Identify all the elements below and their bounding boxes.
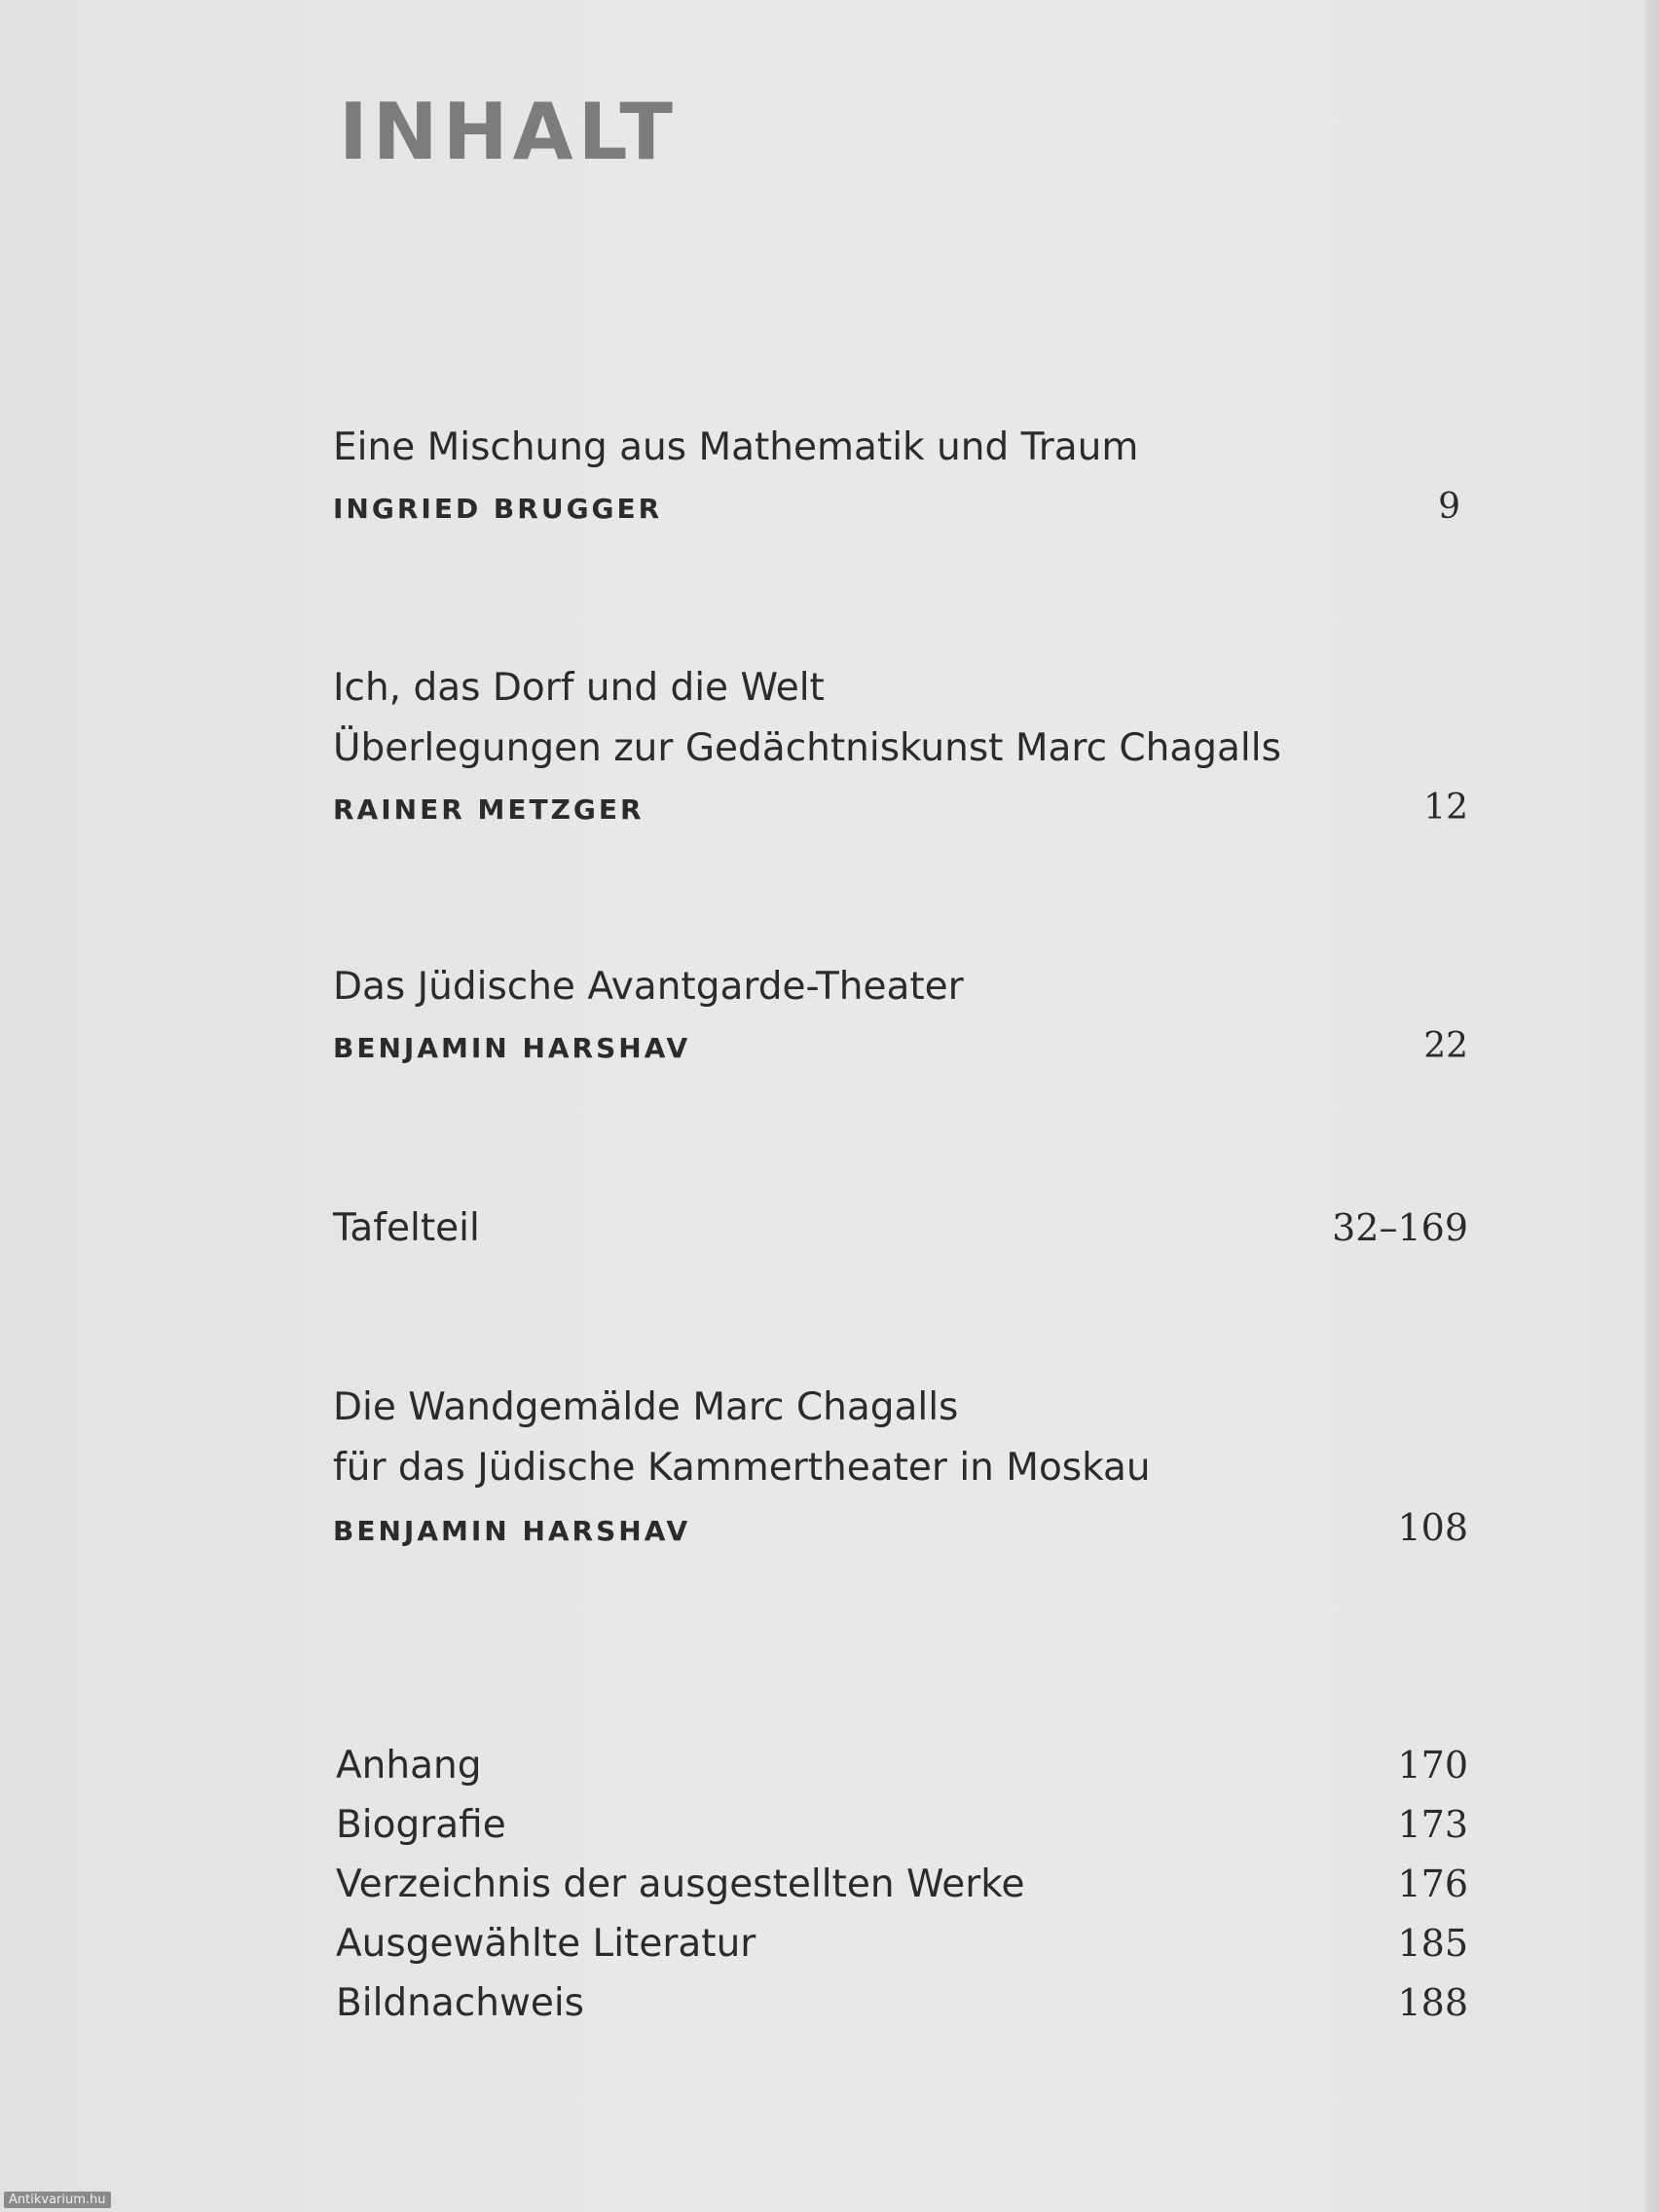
appendix-item-label: Bildnachweis (336, 1981, 585, 2025)
toc-entry-5 (333, 1378, 1468, 1557)
entry-title-line-1: Die Wandgemälde Marc Chagalls (333, 1385, 959, 1429)
entry-author-row (333, 779, 1468, 837)
appendix-item (336, 1795, 1468, 1855)
appendix-item-page: 185 (1397, 1922, 1468, 1965)
appendix-list (336, 1736, 1468, 2033)
toc-entry-3 (333, 957, 1468, 1076)
appendix-item (336, 1736, 1468, 1795)
entry-title-line-1: Ich, das Dorf und die Welt (333, 666, 825, 710)
appendix-item-label: Anhang (336, 1744, 482, 1788)
entry-title-line-2: Überlegungen zur Gedächtniskunst Marc Chagalls (333, 726, 1281, 770)
entry-page-number: 12 (1423, 788, 1468, 828)
entry-title: Das Jüdische Avantgarde-Theater (333, 965, 964, 1009)
entry-author-row (333, 478, 1468, 536)
entry-author: RAINER METZGER (333, 793, 645, 826)
toc-entry-1 (333, 418, 1468, 536)
entry-author: BENJAMIN HARSHAV (333, 1515, 691, 1547)
appendix-item (336, 1855, 1468, 1914)
page-title: INHALT (339, 87, 678, 177)
entry-author: INGRIED BRUGGER (333, 493, 663, 525)
entry-row (333, 1198, 1468, 1259)
toc-entry-2 (333, 658, 1468, 837)
appendix-item-page: 176 (1397, 1862, 1468, 1905)
appendix-item-label: Biografie (336, 1803, 506, 1847)
watermark: Antikvarium.hu (4, 2192, 111, 2208)
appendix-item-page: 173 (1397, 1803, 1468, 1846)
page-edge (1645, 0, 1659, 2212)
appendix-item-label: Ausgewählte Literatur (336, 1922, 756, 1966)
appendix-item-page: 170 (1397, 1744, 1468, 1787)
appendix-item (336, 1973, 1468, 2033)
entry-page-number: 108 (1397, 1506, 1468, 1549)
appendix-item (336, 1914, 1468, 1973)
entry-page-number: 32–169 (1332, 1206, 1468, 1249)
entry-page-number: 22 (1423, 1026, 1468, 1066)
entry-author-row (333, 1017, 1468, 1076)
toc-entry-4 (333, 1198, 1468, 1259)
entry-title-line-2: für das Jüdische Kammertheater in Moskau (333, 1446, 1151, 1490)
entry-author-row (333, 1498, 1468, 1557)
entry-page-number: 9 (1438, 487, 1460, 527)
appendix-item-label: Verzeichnis der ausgestellten Werke (336, 1862, 1025, 1906)
entry-author: BENJAMIN HARSHAV (333, 1032, 691, 1064)
entry-title: Eine Mischung aus Mathematik und Traum (333, 425, 1139, 469)
entry-title: Tafelteil (333, 1206, 480, 1250)
appendix-item-page: 188 (1397, 1981, 1468, 2024)
